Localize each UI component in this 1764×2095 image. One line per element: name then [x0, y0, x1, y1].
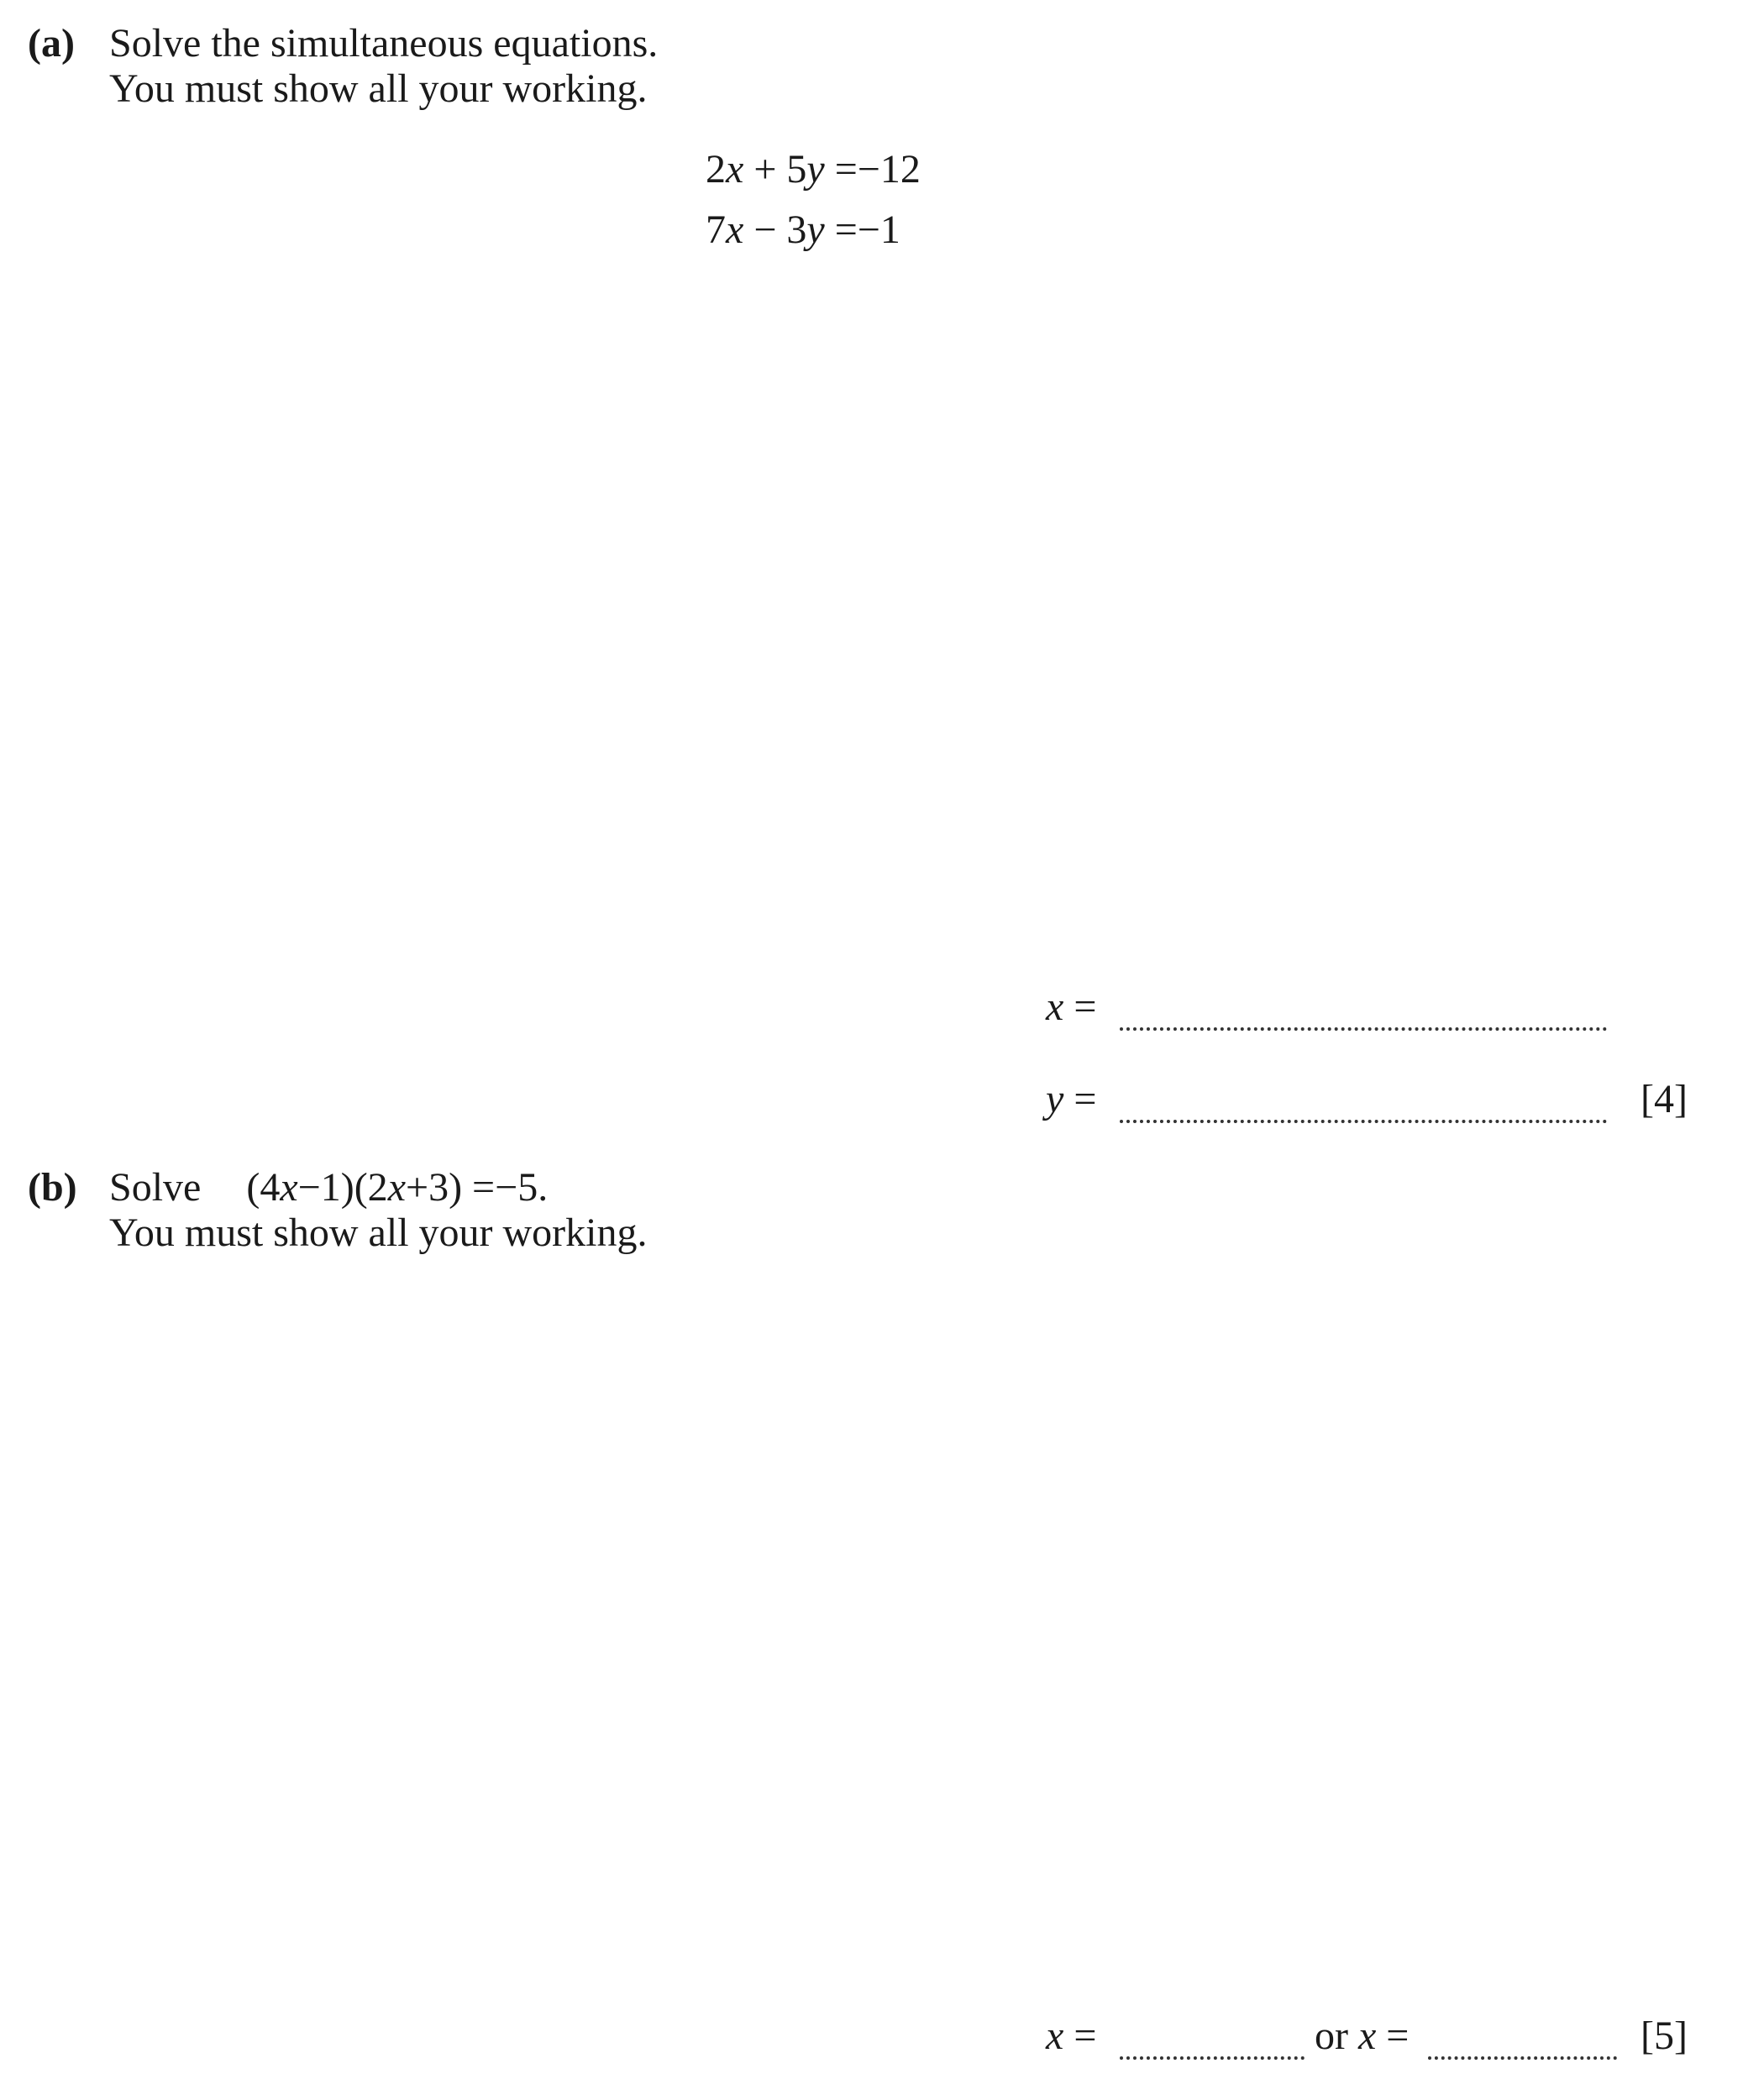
answer-a-x: [1046, 984, 1097, 1029]
answer-a-x-label: x: [1046, 984, 1064, 1029]
answer-a-y: [1046, 1079, 1096, 1120]
part-b-marks: [5]: [1641, 2014, 1688, 2058]
part-a-instruction: Solve the simultaneous equations.: [109, 21, 659, 66]
part-b-expr-2: −1)(2: [297, 1165, 388, 1210]
answer-b-x1: [1046, 2016, 1096, 2056]
eq1-rhs: =−12: [834, 147, 921, 192]
eq2-operator: −: [753, 207, 777, 252]
answer-a-y-line[interactable]: [1120, 1112, 1607, 1127]
answer-b-x1-line[interactable]: [1120, 2049, 1305, 2064]
eq1-coef-y: 5: [786, 147, 807, 192]
part-b-expr-1: (4: [246, 1165, 281, 1210]
answer-a-y-equals: =: [1074, 1077, 1097, 1121]
part-b-label: (b): [28, 1165, 77, 1210]
answer-a-x-line[interactable]: [1120, 1020, 1607, 1035]
equation-2: [706, 207, 900, 252]
answer-b-x2-equals: =: [1386, 2014, 1410, 2058]
eq2-rhs: =−1: [834, 207, 900, 252]
eq1-operator: +: [753, 147, 777, 192]
part-a-label: (a): [28, 21, 75, 66]
part-b-solve-word: Solve: [109, 1165, 202, 1210]
answer-b-x2: [1315, 2016, 1409, 2056]
answer-b-x2-label: x: [1357, 2014, 1377, 2058]
answer-a-x-equals: =: [1074, 984, 1097, 1029]
part-b-working-note: You must show all your working.: [109, 1210, 648, 1255]
answer-b-x1-label: x: [1046, 2014, 1064, 2058]
eq2-coef-y: 3: [786, 207, 807, 252]
equation-1: [706, 147, 921, 192]
eq1-var-y: y: [806, 147, 825, 192]
part-a-marks: [4]: [1641, 1077, 1688, 1121]
part-b-expr-3: +3) =−5.: [406, 1165, 549, 1210]
eq1-var-x: x: [726, 147, 744, 192]
eq2-var-x: x: [726, 207, 744, 252]
part-b-instruction: [109, 1165, 549, 1210]
answer-b-or-word: or: [1315, 2014, 1348, 2058]
eq2-var-y: y: [806, 207, 825, 252]
answer-b-x2-line[interactable]: [1428, 2049, 1617, 2064]
part-b-expr-var2: x: [387, 1165, 406, 1210]
eq1-coef-x: 2: [706, 147, 726, 192]
answer-b-x1-equals: =: [1074, 2014, 1097, 2058]
answer-a-y-label: y: [1046, 1077, 1064, 1121]
eq2-coef-x: 7: [706, 207, 726, 252]
part-a-working-note: You must show all your working.: [109, 66, 648, 111]
part-b-expr-var1: x: [280, 1165, 298, 1210]
